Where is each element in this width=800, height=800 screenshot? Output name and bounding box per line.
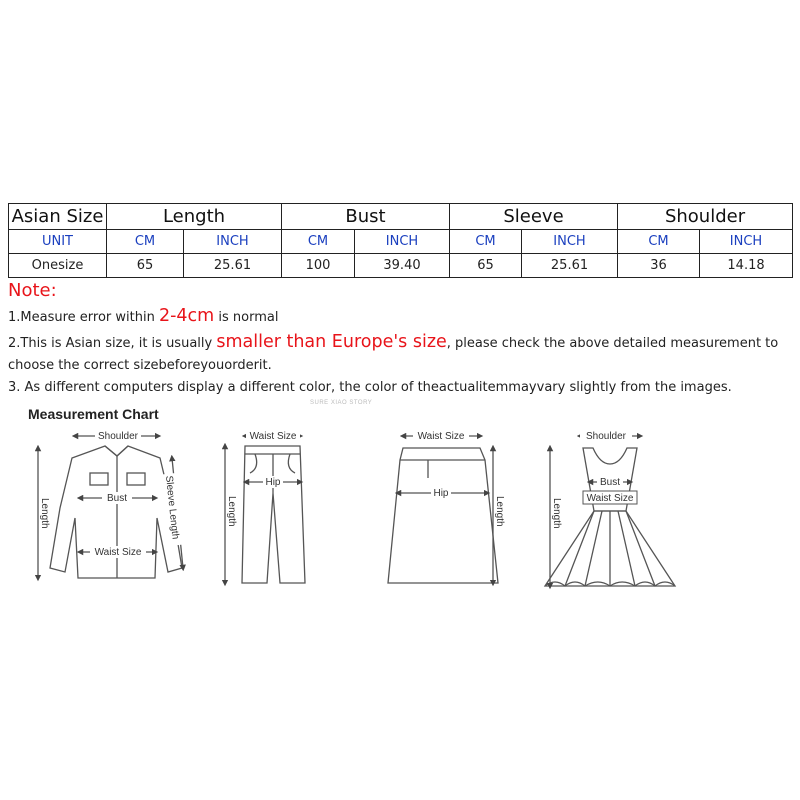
unit-row <box>9 230 793 254</box>
row-label: Onesize <box>9 254 107 278</box>
note-line-1 <box>8 305 792 329</box>
shirt-shoulder-label: Shoulder <box>97 431 139 442</box>
header-shoulder: Shoulder <box>618 204 793 230</box>
note-line-2 <box>8 331 792 377</box>
unit-cell: CM <box>618 230 700 254</box>
shirt-bust-label: Bust <box>106 493 128 504</box>
note-line-3: 3. As different computers display a different color, the color of theactualitemmayvary slightly from the images. <box>8 380 732 395</box>
note-1-prefix: 1.Measure error within <box>8 310 159 325</box>
header-length: Length <box>107 204 282 230</box>
unit-cell: INCH <box>700 230 793 254</box>
unit-cell: INCH <box>184 230 282 254</box>
skirt-diagram <box>388 436 498 583</box>
dress-length-label: Length <box>551 498 562 529</box>
note-1-highlight: 2-4cm <box>158 306 215 326</box>
shirt-sleeve-label: Sleeve Length <box>163 475 181 540</box>
notes-section <box>8 280 792 399</box>
measurement-chart <box>20 398 780 598</box>
garment-diagrams <box>20 398 780 598</box>
value-cell: 65 <box>450 254 522 278</box>
value-row <box>9 254 793 278</box>
unit-cell: INCH <box>355 230 450 254</box>
header-asian-size: Asian Size <box>9 204 107 230</box>
note-2-prefix: 2.This is Asian size, it is usually <box>8 336 217 351</box>
header-row <box>9 204 793 230</box>
header-bust: Bust <box>282 204 450 230</box>
shirt-length-label: Length <box>39 498 50 529</box>
unit-cell: INCH <box>522 230 618 254</box>
pants-hip-label: Hip <box>265 477 281 488</box>
skirt-hip-label: Hip <box>433 488 449 499</box>
pants-waist-label: Waist Size <box>249 431 297 442</box>
dress-bust-label: Bust <box>599 477 621 488</box>
size-table <box>8 203 793 278</box>
skirt-length-label: Length <box>494 496 505 527</box>
unit-cell: CM <box>282 230 355 254</box>
value-cell: 39.40 <box>355 254 450 278</box>
value-cell: 25.61 <box>522 254 618 278</box>
value-cell: 100 <box>282 254 355 278</box>
unit-cell: CM <box>450 230 522 254</box>
dress-diagram <box>545 436 675 586</box>
pants-length-label: Length <box>226 496 237 527</box>
chart-title: Measurement Chart <box>28 406 159 422</box>
dress-shoulder-label: Shoulder <box>585 431 627 442</box>
unit-label: UNIT <box>9 230 107 254</box>
value-cell: 25.61 <box>184 254 282 278</box>
value-cell: 36 <box>618 254 700 278</box>
note-2-suffix: , please check the above detailed measurement to choose the correct sizebeforeyouorderit. <box>8 336 779 373</box>
value-cell: 65 <box>107 254 184 278</box>
note-title: Note: <box>8 280 57 301</box>
note-2-highlight: smaller than Europe's size <box>216 332 447 352</box>
skirt-waist-label: Waist Size <box>417 431 465 442</box>
shirt-waist-label: Waist Size <box>94 547 142 558</box>
header-sleeve: Sleeve <box>450 204 618 230</box>
dress-waist-label: Waist Size <box>586 493 634 504</box>
watermark: SURE XIAO STORY <box>310 400 373 406</box>
value-cell: 14.18 <box>700 254 793 278</box>
unit-cell: CM <box>107 230 184 254</box>
note-1-suffix: is normal <box>214 310 279 325</box>
